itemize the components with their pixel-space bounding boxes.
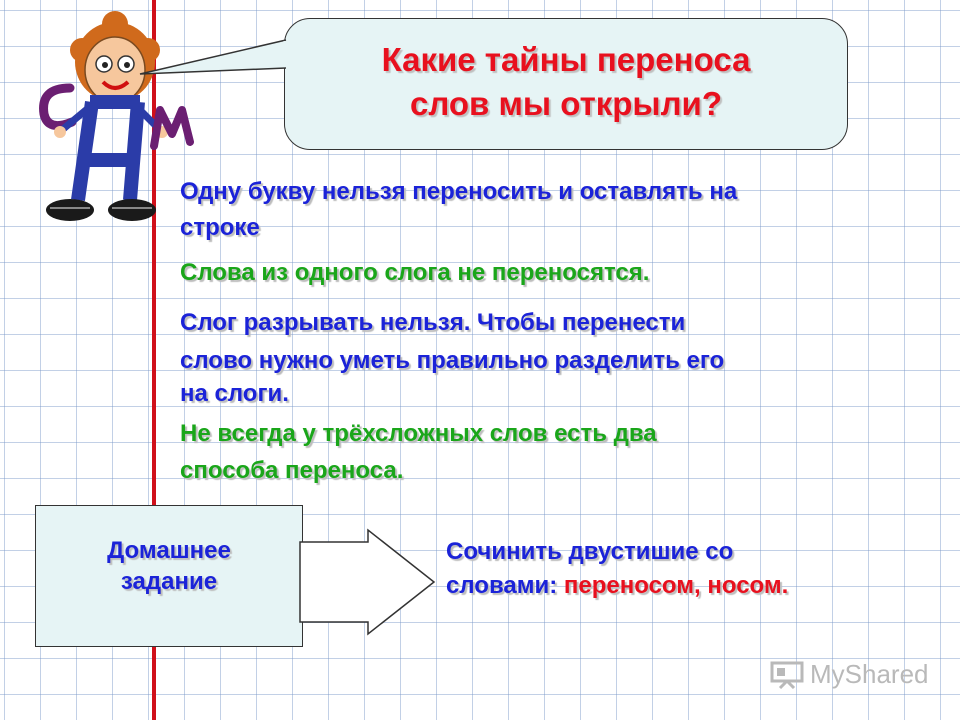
task-line-2 bbox=[446, 569, 788, 603]
rule-4-line-2: способа переноса. bbox=[180, 457, 404, 484]
title-line-1: Какие тайны переноса bbox=[381, 41, 751, 78]
speech-bubble-tail bbox=[0, 0, 300, 120]
slide-title bbox=[284, 38, 848, 126]
homework-label bbox=[35, 535, 303, 597]
homework-task bbox=[446, 535, 788, 603]
title-line-2: слов мы открыли? bbox=[409, 85, 723, 122]
homework-line-2: задание bbox=[120, 568, 218, 595]
presentation-board-icon bbox=[770, 659, 804, 689]
rule-2: Слова из одного слога не переносятся. bbox=[180, 259, 650, 286]
rule-1-line-2: строке bbox=[180, 214, 260, 241]
right-arrow-icon bbox=[298, 528, 438, 638]
rule-3-line-1: Слог разрывать нельзя. Чтобы перенести bbox=[180, 309, 686, 336]
rule-3-line-3: на слоги. bbox=[180, 380, 289, 407]
task-line-2-prefix: словами: bbox=[446, 572, 564, 599]
rule-3-line-2: слово нужно уметь правильно разделить его bbox=[180, 347, 725, 374]
task-line-1: Сочинить двустишие со bbox=[446, 538, 734, 565]
homework-line-1: Домашнее bbox=[107, 537, 231, 564]
rule-1 bbox=[180, 174, 737, 246]
rule-3 bbox=[180, 303, 724, 409]
watermark-text: MyShared bbox=[810, 658, 929, 689]
rule-1-line-1: Одну букву нельзя переносить и оставлять на bbox=[180, 178, 738, 205]
rule-4-line-1: Не всегда у трёхсложных слов есть два bbox=[180, 420, 657, 447]
watermark bbox=[770, 656, 929, 692]
task-words: переносом, носом. bbox=[563, 572, 789, 599]
rule-4 bbox=[180, 416, 657, 491]
